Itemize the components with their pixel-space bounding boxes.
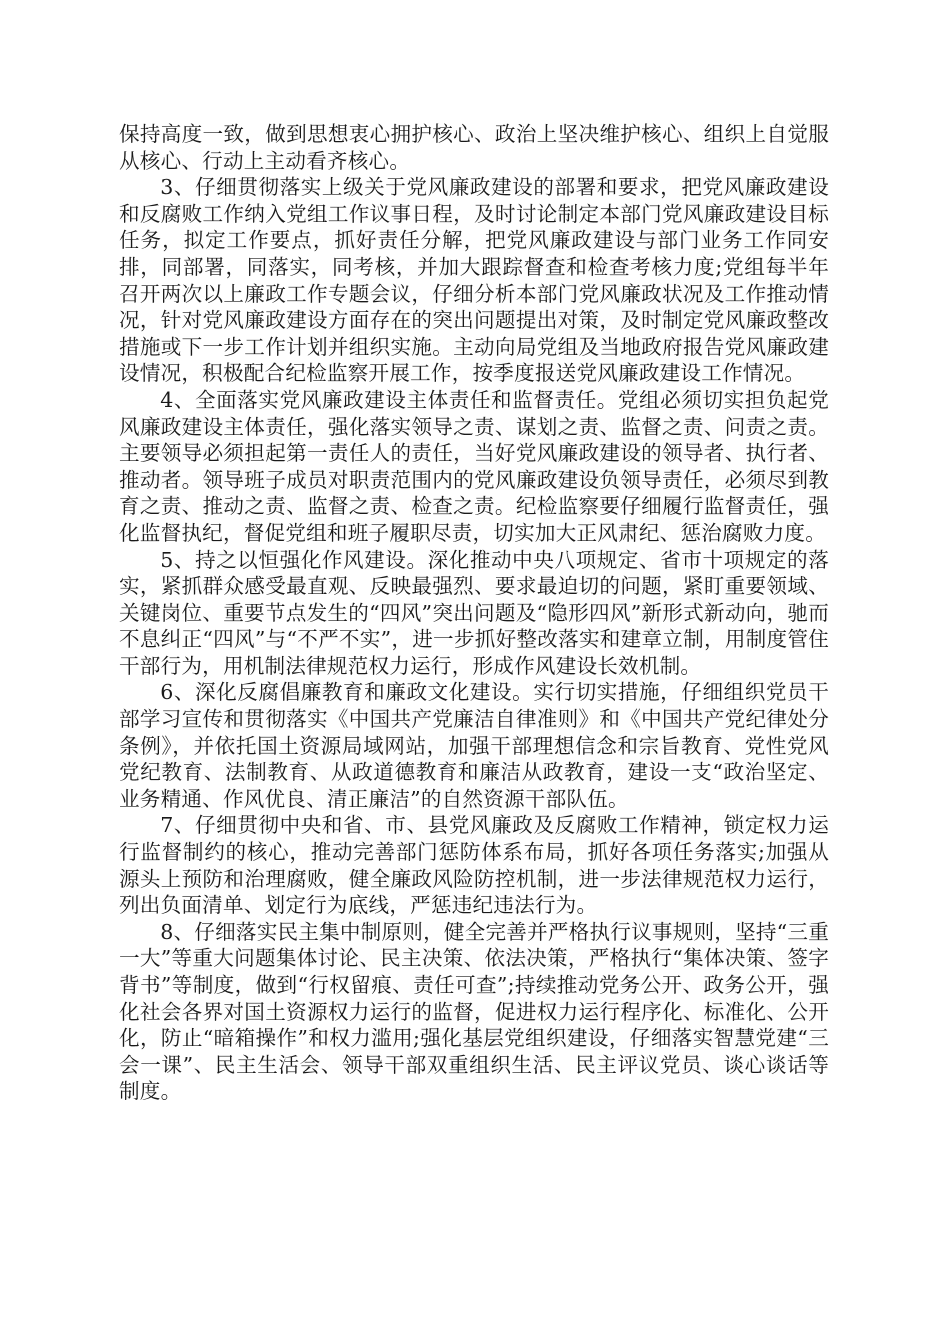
paragraph-item-5: 5、持之以恒强化作风建设。深化推动中央八项规定、省市十项规定的落实，紧抓群众感受最直观、反映最强烈、要求最迫切的问题，紧盯重要领域、关键岗位、重要节点发生的“四风”突出问题及“隐形四风”新形式新动向，驰而不息纠正“四风”与“不严不实”，进一步抓好整改落实和建章立制，用制度管住干部行为，用机制法律规范权力运行，形成作风建设长效机制。 xyxy=(119,547,829,678)
paragraph-item-6: 6、深化反腐倡廉教育和廉政文化建设。实行切实措施，仔细组织党员干部学习宣传和贯彻落实《中国共产党廉洁自律准则》和《中国共产党纪律处分条例》，并依托国土资源局域网站，加强干部理想信念和宗旨教育、党性党风党纪教育、法制教育、从政道德教育和廉洁从政教育，建设一支“政治坚定、业务精通、作风优良、清正廉洁”的自然资源干部队伍。 xyxy=(119,680,829,811)
paragraph-item-8: 8、仔细落实民主集中制原则，健全完善并严格执行议事规则，坚持“三重一大”等重大问题集体讨论、民主决策、依法决策，严格执行“集体决策、签字背书”等制度，做到“行权留痕、责任可查”;持续推动党务公开、政务公开，强化社会各界对国土资源权力运行的监督，促进权力运行程序化、标准化、公开化，防止“暗箱操作”和权力滥用;强化基层党组织建设，仔细落实智慧党建“三会一课”、民主生活会、领导干部双重组织生活、民主评议党员、谈心谈话等制度。 xyxy=(119,919,829,1104)
document-page xyxy=(119,121,829,1105)
paragraph-item-3: 3、仔细贯彻落实上级关于党风廉政建设的部署和要求，把党风廉政建设和反腐败工作纳入党组工作议事日程，及时讨论制定本部门党风廉政建设目标任务，拟定工作要点，抓好责任分解，把党风廉政建设与部门业务工作同安排，同部署，同落实，同考核，并加大跟踪督查和检查考核力度;党组每半年召开两次以上廉政工作专题会议，仔细分析本部门党风廉政状况及工作推动情况，针对党风廉政建设方面存在的突出问题提出对策，及时制定党风廉政整改措施或下一步工作计划并组织实施。主动向局党组及当地政府报告党风廉政建设情况，积极配合纪检监察开展工作，按季度报送党风廉政建设工作情况。 xyxy=(119,175,829,386)
paragraph-continuation: 保持高度一致，做到思想衷心拥护核心、政治上坚决维护核心、组织上自觉服从核心、行动上主动看齐核心。 xyxy=(119,122,829,173)
paragraph-item-4: 4、全面落实党风廉政建设主体责任和监督责任。党组必须切实担负起党风廉政建设主体责任，强化落实领导之责、谋划之责、监督之责、问责之责。主要领导必须担起第一责任人的责任，当好党风廉政建设的领导者、执行者、推动者。领导班子成员对职责范围内的党风廉政建设负领导责任，必须尽到教育之责、推动之责、监督之责、检查之责。纪检监察要仔细履行监督责任，强化监督执纪，督促党组和班子履职尽责，切实加大正风肃纪、惩治腐败力度。 xyxy=(119,387,829,545)
paragraph-item-7: 7、仔细贯彻中央和省、市、县党风廉政及反腐败工作精神，锁定权力运行监督制约的核心，推动完善部门惩防体系布局，抓好各项任务落实;加强从源头上预防和治理腐败，健全廉政风险防控机制，进一步法律规范权力运行，列出负面清单、划定行为底线，严惩违纪违法行为。 xyxy=(119,813,829,918)
